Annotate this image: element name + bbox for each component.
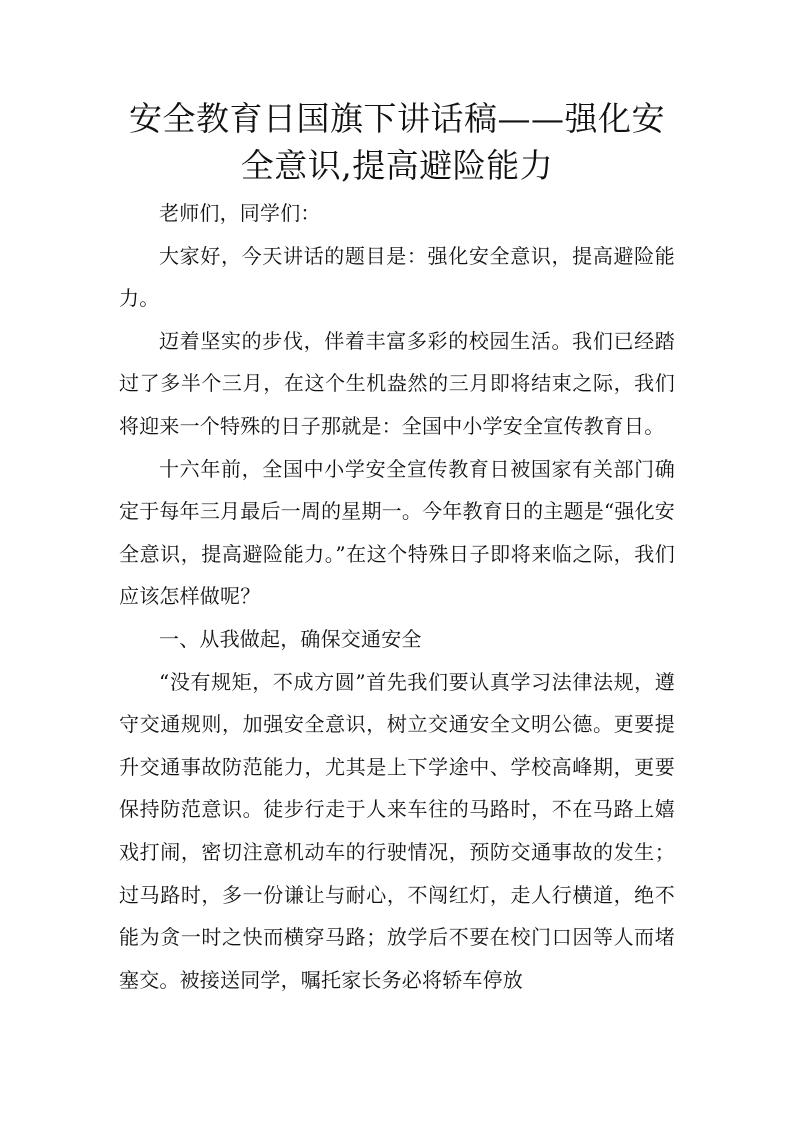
body-paragraph: “没有规矩，不成方圆”首先我们要认真学习法律法规，遵守交通规则，加强安全意识，树立交通安全文明公德。更要提升交通事故防范能力，尤其是上下学途中、学校高峰期，更要保持防范意识。徒步行走于人来车往的马路时，不在马路上嬉戏打闹，密切注意机动车的行驶情况，预防交通事故的发生；过马路时，多一份谦让与耐心，不闯红灯，走人行横道，绝不能为贪一时之快而横穿马路；放学后不要在校门口因等人而堵塞交。被接送同学，嘱托家长务必将轿车停放 — [119, 669, 675, 992]
document-body — [119, 192, 675, 1001]
section-heading: 一、从我做起，确保交通安全 — [159, 626, 422, 651]
opening-paragraph: 大家好，今天讲话的题目是：强化安全意识，提高避险能力。 — [119, 243, 675, 311]
salutation-paragraph: 老师们，同学们： — [159, 201, 321, 225]
document-title: 安全教育日国旗下讲话稿——强化安全意识,提高避险能力 — [129, 99, 665, 185]
body-paragraph: 迈着坚实的步伐，伴着丰富多彩的校园生活。我们已经踏过了多半个三月，在这个生机盎然的三月即将结束之际，我们将迎来一个特殊的日子那就是：全国中小学安全宣传教育日。 — [119, 328, 675, 438]
body-paragraph: 十六年前，全国中小学安全宣传教育日被国家有关部门确定于每年三月最后一周的星期一。今年教育日的主题是“强化安全意识，提高避险能力。”在这个特殊日子即将来临之际，我们应该怎样做呢？ — [119, 456, 675, 609]
